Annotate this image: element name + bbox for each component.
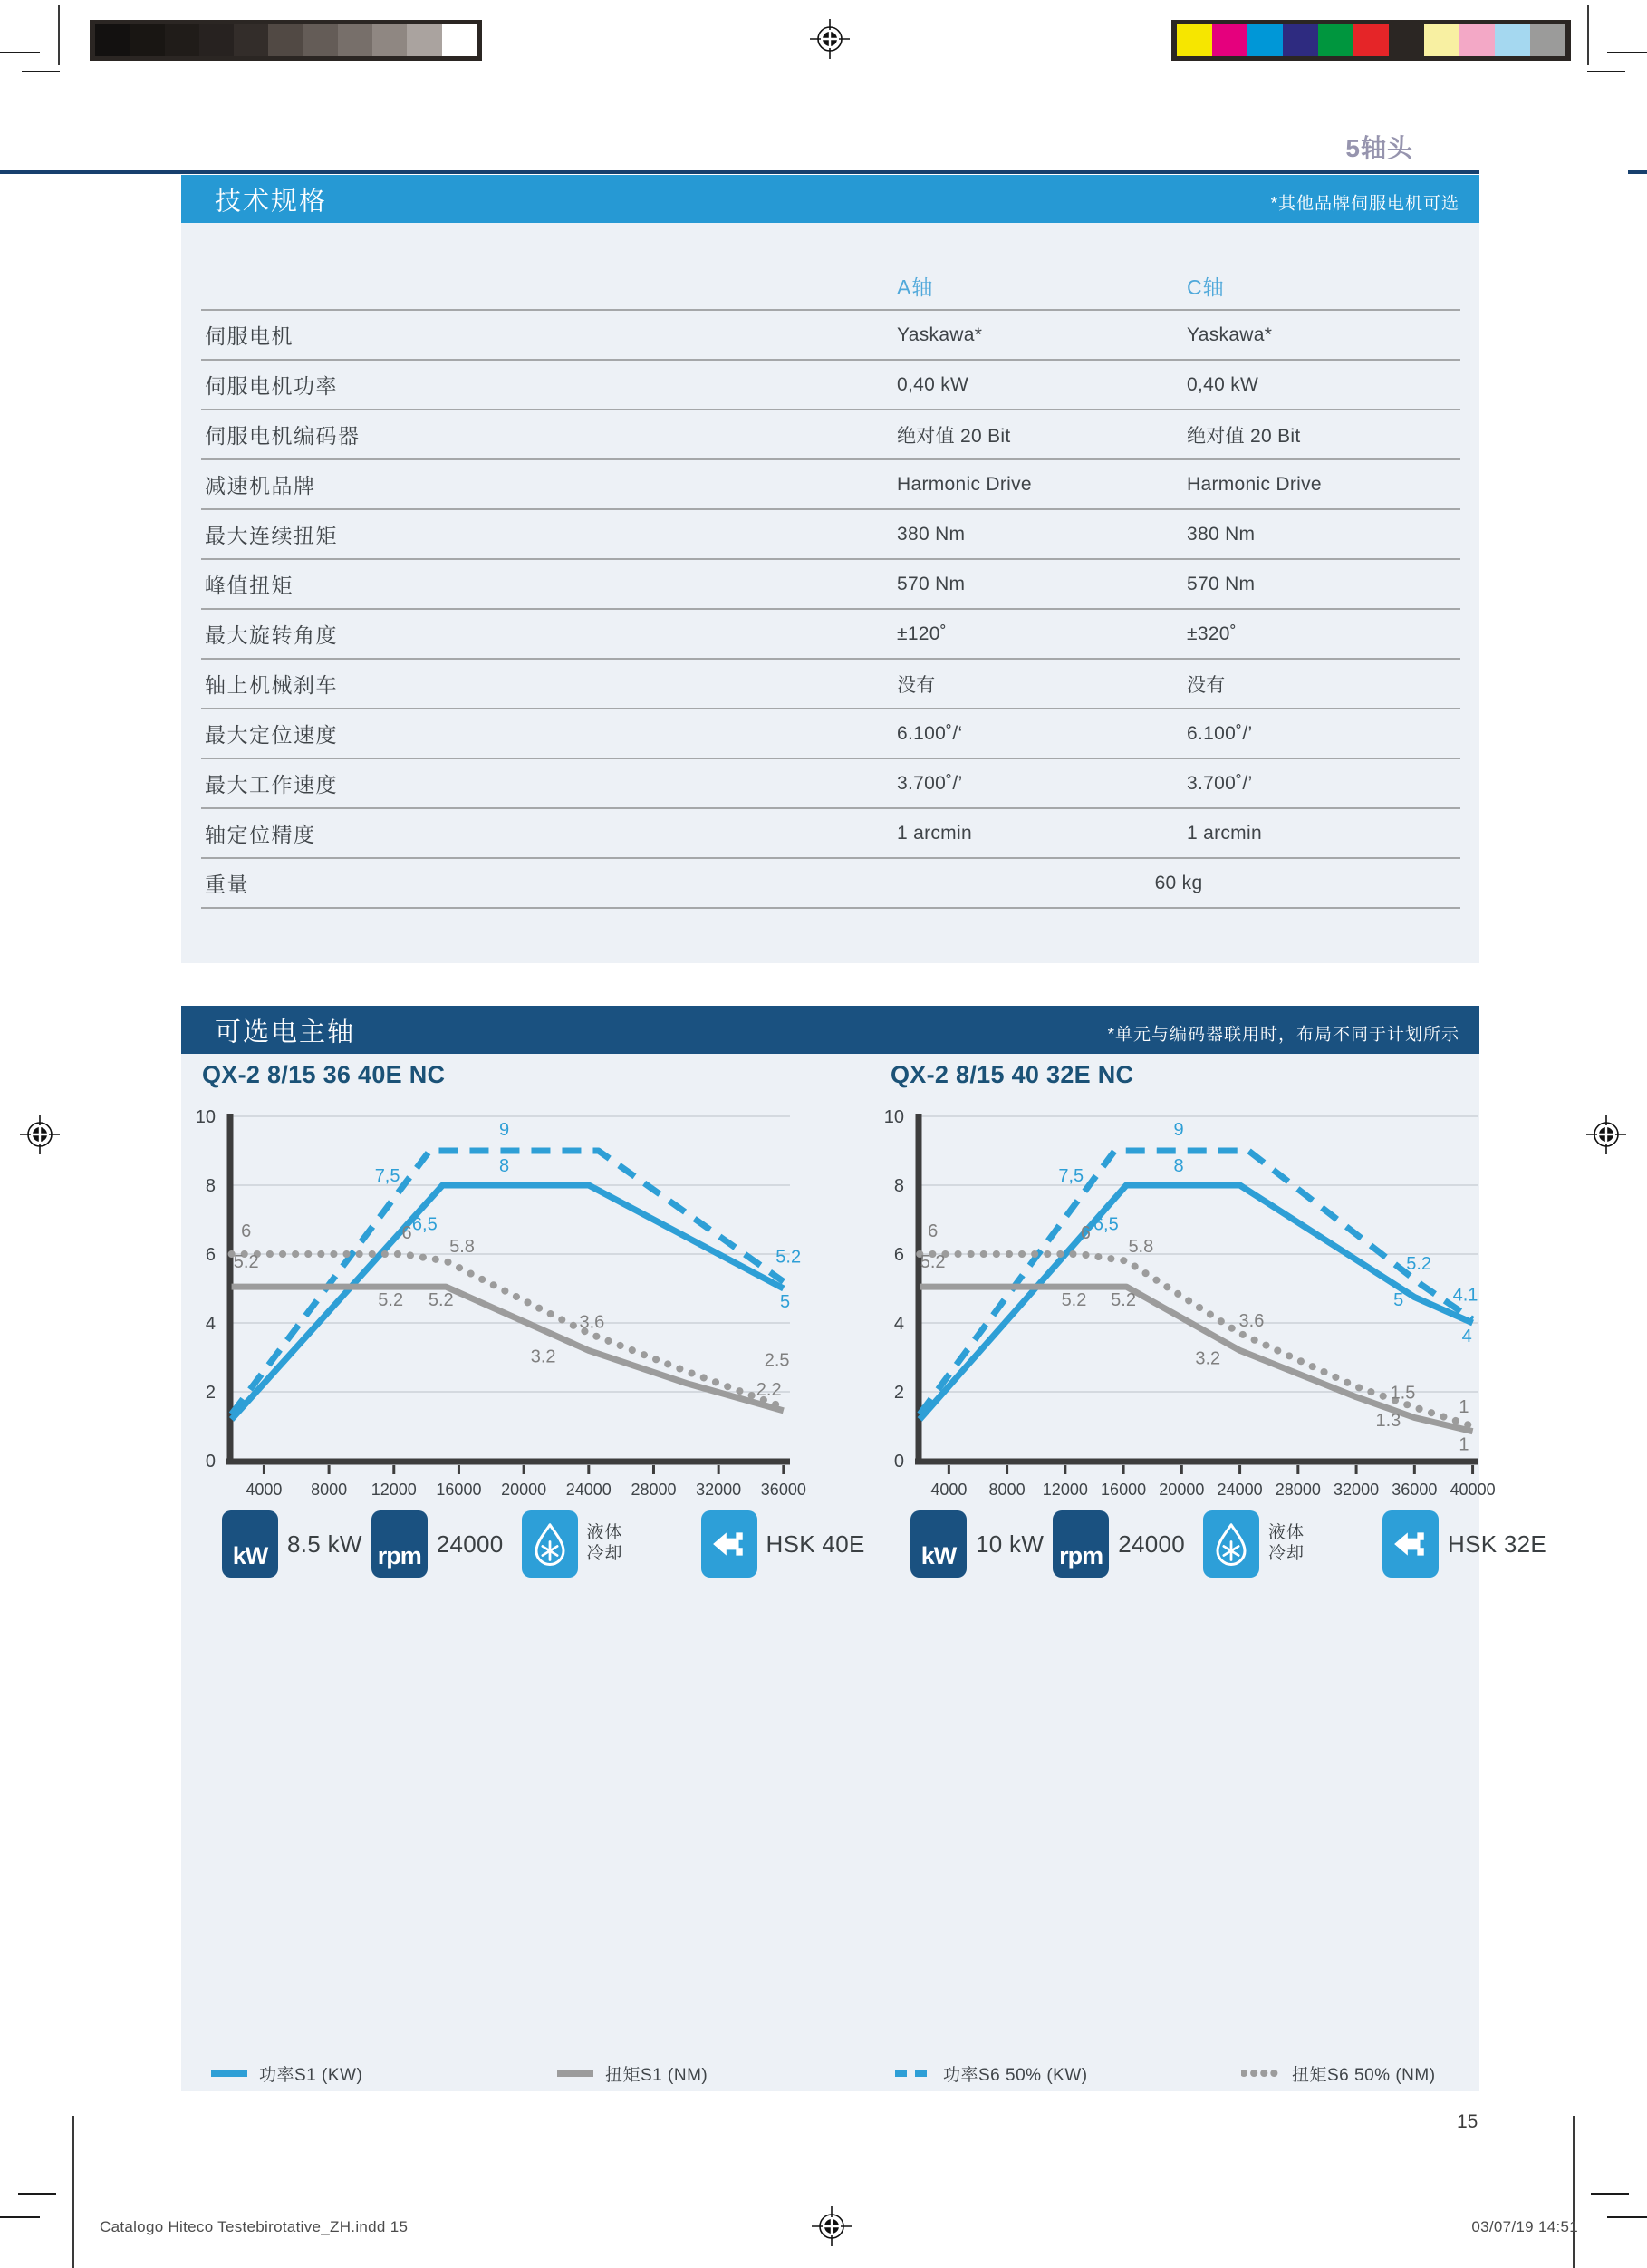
data-label: 7,5 [374,1166,400,1187]
legend-item [1241,2061,1436,2085]
svg-text:32000: 32000 [1334,1481,1380,1499]
svg-text:24000: 24000 [1217,1481,1263,1499]
print-swatch [442,24,477,56]
svg-text:20000: 20000 [501,1481,547,1499]
legend-label: 扭矩S1 (NM) [605,2065,708,2085]
print-swatch [372,24,407,56]
spec-row [201,459,1460,509]
spindle-spec-item [222,1510,362,1578]
spec-value-a: Yaskawa* [897,310,1187,360]
crop-mark [1607,52,1647,53]
spec-label: 伺服电机功率 [201,360,897,410]
spec-value-c: ±320˚ [1187,609,1460,659]
print-grayscale-bar [90,20,482,61]
svg-text:28000: 28000 [1275,1481,1321,1499]
svg-text:4: 4 [205,1314,216,1334]
header-rule [0,170,1479,174]
spec-row [201,609,1460,659]
page-number: 15 [1457,2111,1478,2132]
data-label: 6,5 [411,1214,438,1235]
kw-badge-icon: kW [910,1510,967,1578]
data-label: 6,5 [1093,1214,1119,1235]
spec-header-row [201,263,1460,310]
data-label: 1.5 [1390,1383,1416,1404]
legend-item [208,2061,362,2085]
svg-text:16000: 16000 [1101,1481,1147,1499]
svg-text:4: 4 [893,1314,904,1334]
spec-label: 伺服电机编码器 [201,410,897,459]
data-label: 6 [1080,1222,1091,1243]
svg-text:0: 0 [893,1452,904,1472]
spec-value-c: 0,40 kW [1187,360,1460,410]
data-label: 2.2 [756,1379,782,1400]
spindle-spec-label: 24000 [1118,1530,1185,1558]
svg-text:36000: 36000 [760,1481,806,1499]
svg-text:10: 10 [883,1107,904,1127]
spec-label: 减速机品牌 [201,459,897,509]
svg-text:16000: 16000 [436,1481,482,1499]
data-label: 4 [1461,1326,1472,1346]
print-swatch [199,24,234,56]
print-swatch [130,24,164,56]
legend-item [892,2061,1088,2085]
spec-label: 轴上机械刹车 [201,659,897,709]
svg-text:28000: 28000 [631,1481,677,1499]
data-label: 5.2 [1061,1290,1087,1310]
svg-text:4000: 4000 [246,1481,283,1499]
data-label: 9 [499,1119,510,1140]
spec-value-a: 570 Nm [897,559,1187,609]
data-label: 3.2 [1195,1348,1221,1369]
data-label: 1 [1459,1434,1469,1455]
spec-label: 轴定位精度 [201,808,897,858]
data-label: 4.1 [1452,1285,1478,1306]
crop-mark [72,2116,74,2268]
data-label: 3.6 [579,1312,605,1333]
svg-text:8000: 8000 [311,1481,348,1499]
data-label: 3.6 [1238,1310,1265,1331]
spec-header-empty [201,263,897,310]
svg-text:0: 0 [205,1452,216,1472]
spec-label: 最大工作速度 [201,758,897,808]
spec-row [201,559,1460,609]
svg-text:8: 8 [205,1176,216,1196]
data-label: 5.2 [920,1252,946,1273]
legend-swatch-dashed [892,2068,934,2079]
svg-text:6: 6 [893,1245,904,1265]
spec-table [201,263,1460,909]
hsk-iconbox [701,1510,757,1578]
data-label: 5 [780,1291,791,1312]
svg-text:12000: 12000 [371,1481,417,1499]
crop-mark [22,71,60,72]
svg-text:36000: 36000 [1392,1481,1438,1499]
crop-mark [0,52,40,53]
legend-label: 功率S1 (KW) [259,2065,363,2085]
registration-mark-icon [20,1115,60,1154]
svg-text:4000: 4000 [930,1481,968,1499]
spec-label: 峰值扭矩 [201,559,897,609]
print-swatch [1247,24,1283,56]
registration-mark-icon [812,2206,852,2246]
spec-row [201,709,1460,758]
data-label: 5.2 [233,1252,259,1273]
spec-value-c: 绝对值 20 Bit [1187,410,1460,459]
print-swatch [1212,24,1247,56]
svg-text:40000: 40000 [1450,1481,1496,1499]
spec-value-a: ±120˚ [897,609,1187,659]
print-swatch [234,24,268,56]
cooling-iconbox [522,1510,578,1578]
data-label: 6 [928,1221,939,1241]
spec-value-a: 0,40 kW [897,360,1187,410]
crop-mark [1591,2193,1629,2195]
spec-value-c: 380 Nm [1187,509,1460,559]
spindle-icon-row [222,1510,865,1578]
spindle-section-bar [181,1006,1479,1054]
svg-text:20000: 20000 [1159,1481,1205,1499]
chart-title: QX-2 8/15 36 40E NC [202,1061,446,1088]
print-swatch [1353,24,1389,56]
print-swatch [1318,24,1353,56]
footer-timestamp: 03/07/19 14:51 [1471,2218,1578,2235]
data-label: 8 [1173,1155,1184,1176]
print-swatch [1495,24,1530,56]
registration-mark-icon [810,19,850,59]
kw-badge-icon: kW [222,1510,278,1578]
print-swatch [407,24,441,56]
spindle-spec-label: HSK 32E [1448,1530,1547,1558]
print-swatch [1530,24,1565,56]
svg-text:2: 2 [205,1383,216,1403]
spec-row [201,360,1460,410]
data-label: 8 [499,1155,510,1176]
data-label: 6 [401,1222,412,1243]
spec-value-c: Yaskawa* [1187,310,1460,360]
spec-section-title: 技术规格 [215,187,328,216]
print-swatch [338,24,372,56]
spindle-chart-block [870,1061,1547,1578]
data-label: 5.2 [1406,1254,1432,1275]
spec-section-note: *其他品牌伺服电机可选 [1270,194,1459,214]
data-label: 7,5 [1058,1166,1084,1187]
svg-text:32000: 32000 [696,1481,742,1499]
footer-file-name: Catalogo Hiteco Testebirotative_ZH.indd 15 [100,2218,409,2235]
hsk-toolholder-icon [711,1530,747,1559]
data-label: 5.2 [775,1247,802,1268]
spec-row [201,659,1460,709]
legend-swatch-solid [208,2068,250,2079]
legend-label: 功率S6 50% (KW) [943,2065,1088,2085]
svg-text:6: 6 [205,1245,216,1265]
cooling-iconbox [1203,1510,1259,1578]
spec-value-c: 3.700˚/’ [1187,758,1460,808]
liquid-cooling-icon [1213,1522,1249,1566]
spindle-spec-item [1203,1510,1305,1578]
rpm-badge-icon: rpm [1053,1510,1109,1578]
hsk-iconbox [1382,1510,1439,1578]
torque-power-chart [870,1100,1504,1503]
spec-row [201,758,1460,808]
spec-label: 重量 [201,858,897,908]
spec-value-a: 1 arcmin [897,808,1187,858]
spec-value-c: 6.100˚/’ [1187,709,1460,758]
header-rule-dash [1628,170,1647,174]
spec-row [201,410,1460,459]
print-swatch [1424,24,1459,56]
rpm-badge-icon: rpm [371,1510,428,1578]
spec-header-a-axis: A轴 [897,263,1187,310]
spec-value-a: 6.100˚/‘ [897,709,1187,758]
crop-mark [58,5,60,65]
svg-text:12000: 12000 [1042,1481,1088,1499]
spindle-panel [181,1054,1547,2091]
svg-text:2: 2 [893,1383,904,1403]
spec-row-weight [201,858,1460,908]
legend-item [554,2061,708,2085]
spec-label: 最大定位速度 [201,709,897,758]
crop-mark [18,2193,56,2195]
spindle-icon-row [910,1510,1547,1578]
spindle-spec-label: 10 kW [976,1530,1045,1558]
spindle-spec-label: 液体 冷却 [586,1523,623,1563]
spec-section-bar [181,175,1479,223]
page-section-tag: 5轴头 [1345,134,1413,162]
print-swatch [165,24,199,56]
legend-swatch-solid [554,2068,596,2079]
spec-value-a: 380 Nm [897,509,1187,559]
crop-mark [1607,2216,1647,2218]
spindle-section-note: *单元与编码器联用时，布局不同于计划所示 [1107,1025,1459,1045]
crop-mark [0,2216,40,2218]
data-label: 5.8 [449,1237,475,1258]
spec-value-a: 没有 [897,659,1187,709]
liquid-cooling-icon [532,1522,568,1566]
spec-value-a: 绝对值 20 Bit [897,410,1187,459]
spindle-spec-label: 8.5 kW [287,1530,362,1558]
spec-value-c: 570 Nm [1187,559,1460,609]
data-label: 9 [1173,1119,1184,1140]
spindle-spec-item [910,1510,1044,1578]
crop-mark [1587,71,1625,72]
print-swatch [303,24,338,56]
data-label: 3.2 [530,1346,556,1367]
legend-label: 扭矩S6 50% (NM) [1292,2065,1436,2085]
spindle-spec-item [522,1510,623,1578]
spindle-spec-label: HSK 40E [766,1530,865,1558]
registration-mark-icon [1586,1115,1626,1154]
legend-swatch-dotted [1241,2068,1283,2079]
data-label: 1 [1459,1396,1469,1417]
svg-text:8000: 8000 [988,1481,1026,1499]
spec-value-weight: 60 kg [897,858,1460,908]
print-swatch [1389,24,1424,56]
svg-text:24000: 24000 [565,1481,612,1499]
spec-value-a: 3.700˚/’ [897,758,1187,808]
spec-value-a: Harmonic Drive [897,459,1187,509]
crop-mark [1587,5,1589,65]
print-color-bar [1171,20,1571,61]
data-label: 5.8 [1128,1237,1154,1258]
print-swatch [95,24,130,56]
print-swatch [1177,24,1212,56]
crop-mark [1573,2116,1575,2268]
spindle-spec-label: 24000 [436,1530,504,1558]
spindle-spec-label: 液体 冷却 [1268,1523,1305,1563]
spec-panel [181,223,1479,963]
spindle-spec-item [1382,1510,1546,1578]
print-swatch [268,24,303,56]
chart-title: QX-2 8/15 40 32E NC [891,1061,1134,1088]
spindle-spec-item [701,1510,865,1578]
spec-value-c: Harmonic Drive [1187,459,1460,509]
spec-label: 最大连续扭矩 [201,509,897,559]
spec-value-c: 没有 [1187,659,1460,709]
spindle-spec-item [371,1510,504,1578]
series-dashed-blue [232,1151,784,1414]
data-label: 2.5 [764,1350,790,1371]
spec-row [201,808,1460,858]
data-label: 6 [241,1221,252,1241]
svg-text:8: 8 [893,1176,904,1196]
spec-label: 伺服电机 [201,310,897,360]
print-swatch [1283,24,1318,56]
spec-row [201,310,1460,360]
data-label: 1.3 [1375,1411,1401,1431]
spindle-spec-item [1053,1510,1185,1578]
spec-value-c: 1 arcmin [1187,808,1460,858]
torque-power-chart [181,1100,815,1503]
svg-text:10: 10 [195,1107,216,1127]
hsk-toolholder-icon [1392,1530,1429,1559]
data-label: 5.2 [1111,1290,1136,1310]
data-label: 5 [1393,1290,1404,1310]
spec-label: 最大旋转角度 [201,609,897,659]
spec-row [201,509,1460,559]
print-swatch [1459,24,1495,56]
spindle-chart-block [181,1061,865,1578]
spec-header-c-axis: C轴 [1187,263,1460,310]
data-label: 5.2 [428,1290,454,1310]
spindle-section-title: 可选电主轴 [215,1018,356,1047]
chart-legend [181,2061,1479,2092]
data-label: 5.2 [378,1290,404,1310]
